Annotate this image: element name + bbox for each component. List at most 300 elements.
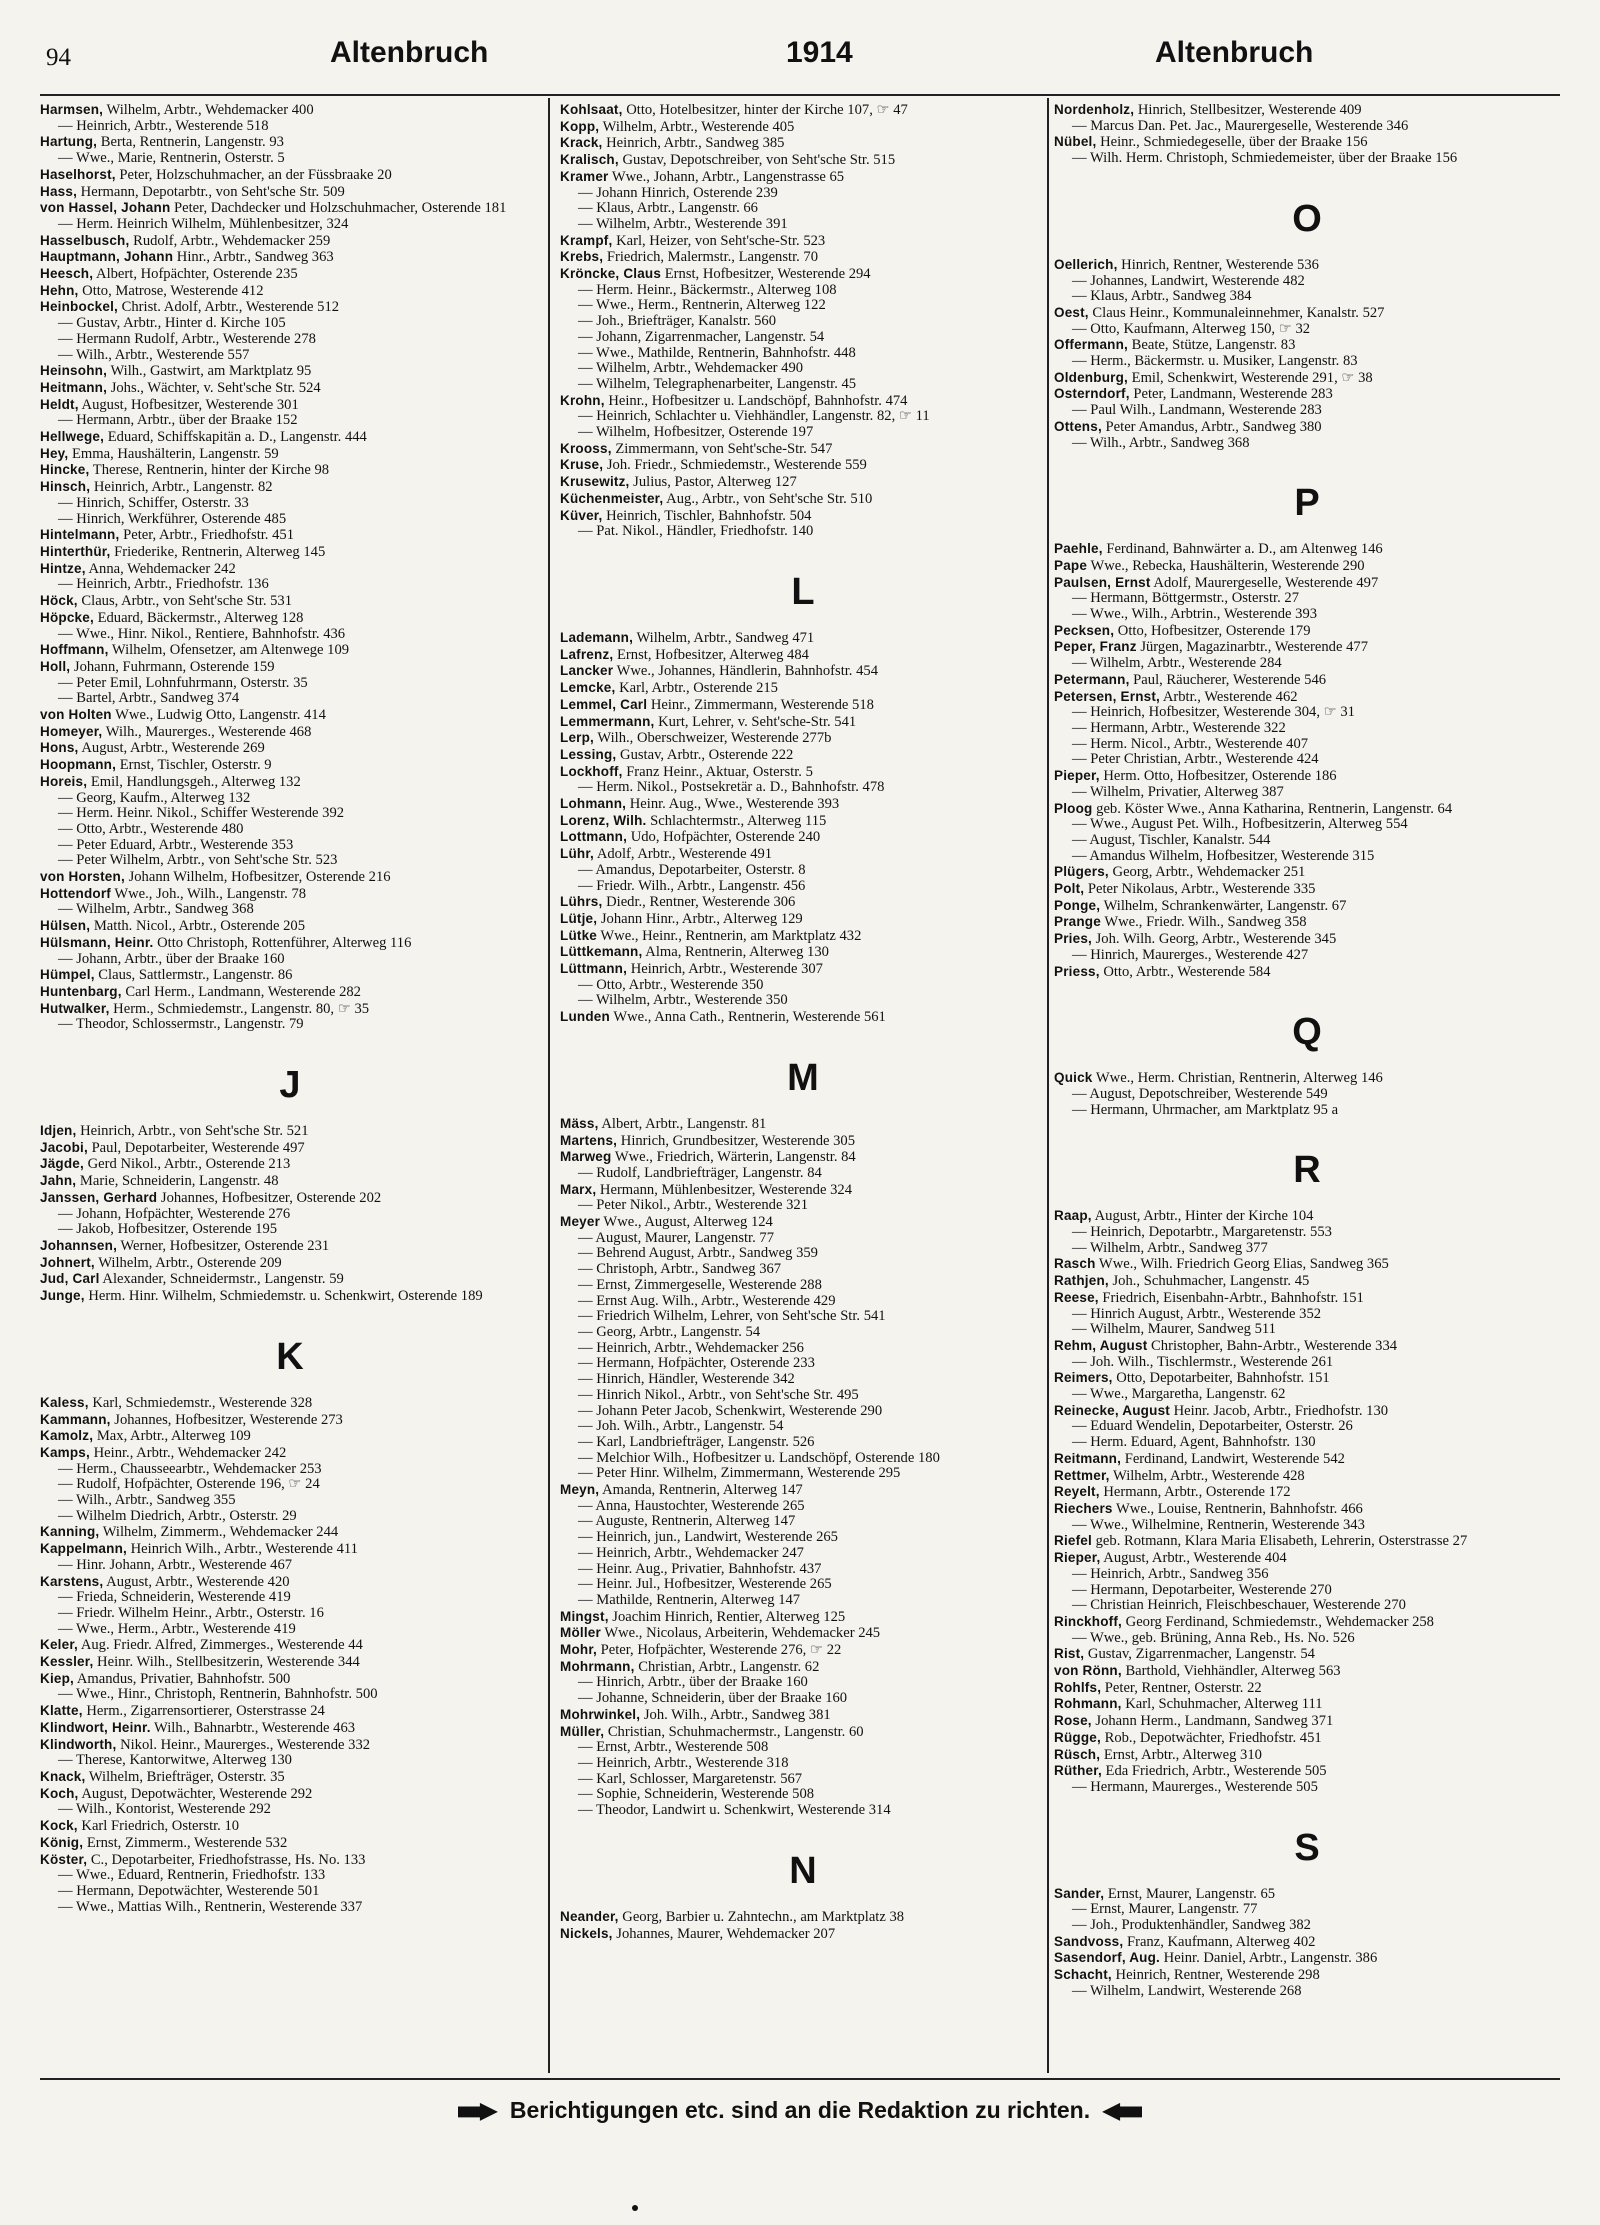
entry-details: Peter, Holzschuhmacher, an der Füssbraake 20 <box>115 166 392 183</box>
entry-surname: Kanning, <box>40 1524 100 1540</box>
sub-entry: — Wwe., Hinr. Nikol., Rentiere, Bahnhofstr. 436 <box>58 625 346 642</box>
directory-entry <box>560 1214 1046 1231</box>
sub-entry: — Hinrich, Arbtr., über der Braake 160 <box>578 1674 808 1691</box>
directory-entry <box>1054 558 1560 575</box>
entry-details: Herm. Otto, Hofbesitzer, Osterende 186 <box>1099 768 1337 785</box>
entry-details: Arbtr., Westerende 462 <box>1160 688 1298 705</box>
directory-entry <box>560 894 1046 911</box>
section-letter: R <box>1293 1149 1321 1192</box>
entry-surname: Kamps, <box>40 1444 90 1460</box>
entry-details: Wwe., Johann, Arbtr., Langenstrasse 65 <box>608 168 845 185</box>
directory-entry <box>560 135 1046 152</box>
entry-details: Franz Heinr., Aktuar, Osterstr. 5 <box>622 763 813 780</box>
entry-details: Karl, Schmiedemstr., Westerende 328 <box>88 1394 313 1411</box>
entry-surname: Mohrwinkel, <box>560 1706 641 1722</box>
directory-entry <box>40 184 540 201</box>
sub-entry: — Melchior Wilh., Hofbesitzer u. Landschöpf, Osterende 180 <box>578 1449 940 1466</box>
sub-entry: — Heinrich, Arbtr., Wehdemacker 247 <box>578 1544 804 1561</box>
entry-details: Heinr. Wilh., Stellbesitzerin, Westerende 344 <box>93 1654 360 1671</box>
directory-entry <box>1054 1550 1560 1567</box>
directory-entry <box>1054 1696 1560 1713</box>
entry-surname: Meyer <box>560 1214 601 1230</box>
entry-surname: Keler, <box>40 1637 78 1653</box>
entry-details: Ferdinand, Bahnwärter a. D., am Altenweg 146 <box>1102 541 1383 558</box>
entry-details: August, Depotwächter, Westerende 292 <box>78 1785 313 1802</box>
directory-entry <box>40 1524 540 1541</box>
directory-entry <box>40 642 540 659</box>
sub-entry: — Klaus, Arbtr., Sandweg 384 <box>1072 288 1252 305</box>
entry-details: Emma, Haushälterin, Langenstr. 59 <box>68 445 279 462</box>
entry-surname: Nordenholz, <box>1054 102 1135 117</box>
entry-surname: Rüther, <box>1054 1763 1102 1779</box>
directory-entry <box>1054 864 1560 881</box>
sub-entry: — Ernst Aug. Wilh., Arbtr., Westerende 429 <box>578 1292 836 1309</box>
directory-entry <box>40 1786 540 1803</box>
directory-entry <box>40 869 540 886</box>
entry-surname: Plügers, <box>1054 864 1109 880</box>
entry-details: August, Arbtr., Hinter der Kirche 104 <box>1091 1208 1314 1225</box>
section-letter: Q <box>1292 1011 1322 1054</box>
directory-entry <box>1054 1713 1560 1730</box>
entry-surname: Meyn, <box>560 1482 600 1498</box>
entry-details: Wilhelm, Schrankenwärter, Langenstr. 67 <box>1100 897 1347 914</box>
page-number: 94 <box>46 44 71 71</box>
entry-surname: Kappelmann, <box>40 1541 127 1557</box>
entry-details: Wwe., Friedrich, Wärterin, Langenstr. 84 <box>611 1149 856 1166</box>
entry-details: Claus Heinr., Kommunaleinnehmer, Kanalstr. 527 <box>1088 304 1385 321</box>
entry-details: Johann Hinr., Arbtr., Alterweg 129 <box>597 910 803 927</box>
directory-entry <box>560 1707 1046 1724</box>
directory-entry <box>560 697 1046 714</box>
entry-details: Joh. Wilh., Arbtr., Sandweg 381 <box>640 1706 831 1723</box>
running-head-left: Altenbruch <box>330 36 489 69</box>
entry-details: Peter, Hofpächter, Westerende 276, ☞ 22 <box>597 1642 842 1659</box>
directory-entry <box>560 1659 1046 1676</box>
entry-details: Wilhelm, Arbtr., Sandweg 471 <box>633 629 815 646</box>
sub-entry: — Herm., Bäckermstr. u. Musiker, Langenstr. 83 <box>1072 353 1358 370</box>
directory-entry <box>40 1835 540 1852</box>
sub-entry: — Wilh., Arbtr., Sandweg 355 <box>58 1492 236 1509</box>
sub-entry: — Hinrich, Schiffer, Osterstr. 33 <box>58 494 249 511</box>
directory-entry <box>560 169 1046 186</box>
entry-details: Johannes, Hofbesitzer, Osterende 202 <box>157 1189 382 1206</box>
entry-surname: Johannsen, <box>40 1238 118 1253</box>
entry-details: Johannes, Maurer, Wehdemacker 207 <box>612 1925 836 1942</box>
entry-surname: Hincke, <box>40 462 90 478</box>
directory-entry <box>1054 102 1560 119</box>
directory-entry <box>560 102 1046 119</box>
sub-entry: — Anna, Haustochter, Westerende 265 <box>578 1497 805 1514</box>
sub-entry: — Hermann, Arbtr., Westerende 322 <box>1072 719 1286 736</box>
sub-entry: — Wwe., Eduard, Rentnerin, Friedhofstr. 133 <box>58 1867 326 1884</box>
entry-details: Johann Wilhelm, Hofbesitzer, Osterende 216 <box>124 869 391 886</box>
entry-surname: Mohr, <box>560 1642 597 1658</box>
directory-entry <box>40 1255 540 1272</box>
entry-details: Schlachtermstr., Alterweg 115 <box>646 812 827 829</box>
entry-surname: Heitmann, <box>40 379 108 395</box>
entry-details: Wilh., Oberschweizer, Westerende 277b <box>594 730 832 747</box>
sub-entry: — Christian Heinrich, Fleischbeschauer, Westerende 270 <box>1072 1597 1406 1614</box>
sub-entry: — Hinrich, Händler, Westerende 342 <box>578 1371 795 1388</box>
entry-surname: Petersen, Ernst, <box>1054 688 1160 704</box>
entry-surname: Kamolz, <box>40 1428 94 1444</box>
entry-details: Georg, Barbier u. Zahntechn., am Marktplatz 38 <box>618 1908 905 1925</box>
entry-surname: Peper, Franz <box>1054 639 1137 655</box>
sub-entry: — Joh. Wilh., Arbtr., Langenstr. 54 <box>578 1418 784 1435</box>
directory-entry <box>40 1445 540 1462</box>
entry-surname: Karstens, <box>40 1573 104 1589</box>
entry-surname: Lührs, <box>560 894 603 910</box>
directory-entry <box>560 1133 1046 1150</box>
entry-details: Nikol. Heinr., Maurerges., Westerende 332 <box>116 1736 371 1753</box>
entry-details: Eda Friedrich, Arbtr., Westerende 505 <box>1101 1763 1327 1780</box>
entry-surname: Prange <box>1054 914 1101 930</box>
entry-details: Wwe., Anna Cath., Rentnerin, Westerende 561 <box>609 1009 886 1026</box>
sub-entry: — Pat. Nikol., Händler, Friedhofstr. 140 <box>578 523 814 540</box>
directory-entry <box>560 457 1046 474</box>
entry-surname: Lorenz, Wilh. <box>560 812 647 828</box>
entry-details: Eduard, Bäckermstr., Alterweg 128 <box>93 609 304 626</box>
sub-entry: — Johann, Zigarrenmacher, Langenstr. 54 <box>578 328 825 345</box>
directory-entry <box>1054 386 1560 403</box>
directory-column-3 <box>1054 102 1560 2067</box>
directory-entry <box>1054 1501 1560 1518</box>
entry-surname: Riechers <box>1054 1501 1113 1516</box>
sub-entry: — Heinrich, Arbtr., Westerende 318 <box>578 1754 789 1771</box>
entry-details: Herm., Zigarrensortierer, Osterstrasse 24 <box>82 1703 325 1720</box>
sub-entry: — Hinrich Nikol., Arbtr., von Seht'sche Str. 495 <box>578 1386 859 1403</box>
entry-surname: Krampf, <box>560 232 613 248</box>
sub-entry: — Mathilde, Rentnerin, Alterweg 147 <box>578 1591 801 1608</box>
entry-surname: Mäss, <box>560 1115 599 1131</box>
footer-notice <box>0 2097 1600 2124</box>
directory-entry <box>40 1818 540 1835</box>
entry-details: Gustav, Arbtr., Osterende 222 <box>616 746 794 763</box>
entry-surname: Hauptmann, Johann <box>40 249 174 265</box>
section-letter: L <box>791 570 815 613</box>
directory-entry <box>1054 881 1560 898</box>
entry-details: Wilh., Bahnarbtr., Westerende 463 <box>150 1719 356 1736</box>
directory-entry <box>560 647 1046 664</box>
sub-entry: — Peter Wilhelm, Arbtr., von Seht'sche Str. 523 <box>58 852 338 869</box>
entry-surname: Reimers, <box>1054 1370 1113 1386</box>
sub-entry: — Wilh., Kontorist, Westerende 292 <box>58 1801 271 1818</box>
entry-surname: Nübel, <box>1054 134 1097 150</box>
sub-entry: — Theodor, Landwirt u. Schenkwirt, Westerende 314 <box>578 1802 891 1819</box>
directory-entry <box>40 1737 540 1754</box>
directory-entry <box>560 829 1046 846</box>
directory-entry <box>560 393 1046 410</box>
section-letter: J <box>279 1064 301 1107</box>
entry-details: August, Hofbesitzer, Westerende 301 <box>78 396 299 413</box>
entry-details: Berta, Rentnerin, Langenstr. 93 <box>97 134 284 151</box>
section-letter: M <box>787 1056 819 1099</box>
entry-surname: Reitmann, <box>1054 1450 1122 1466</box>
entry-surname: Sandvoss, <box>1054 1933 1124 1949</box>
sub-entry: — Amandus Wilhelm, Hofbesitzer, Westerende 315 <box>1072 847 1375 864</box>
entry-surname: Oest, <box>1054 304 1089 320</box>
sub-entry: — Heinrich, Depotarbtr., Margaretenstr. 553 <box>1072 1224 1332 1241</box>
directory-entry <box>40 1428 540 1445</box>
directory-entry <box>560 1909 1046 1926</box>
sub-entry: — Ernst, Maurer, Langenstr. 77 <box>1072 1901 1258 1918</box>
entry-details: Heinr., Schmiedegeselle, über der Braake 156 <box>1096 134 1368 151</box>
entry-details: Heinrich, Arbtr., Langenstr. 82 <box>90 479 273 496</box>
sub-entry: — Heinr. Jul., Hofbesitzer, Westerende 265 <box>578 1576 832 1593</box>
entry-surname: Hartung, <box>40 134 98 150</box>
sub-entry: — Bartel, Arbtr., Sandweg 374 <box>58 690 240 707</box>
entry-surname: Pieper, <box>1054 768 1100 784</box>
entry-details: Wilhelm, Zimmerm., Wehdemacker 244 <box>99 1524 339 1541</box>
footer-text: Berichtigungen etc. sind an die Redaktion zu richten. <box>509 2097 1091 2123</box>
directory-entry <box>1054 931 1560 948</box>
entry-surname: Krohn, <box>560 392 605 408</box>
directory-entry <box>1054 1070 1560 1087</box>
sub-entry: — Rudolf, Landbriefträger, Langenstr. 84 <box>578 1164 822 1181</box>
directory-entry <box>1054 1403 1560 1420</box>
entry-details: Joh. Friedr., Schmiedemstr., Westerende 559 <box>603 457 867 474</box>
directory-entry <box>560 119 1046 136</box>
pointing-hand-icon <box>458 2103 498 2121</box>
entry-details: August, Arbtr., Westerende 420 <box>103 1573 290 1590</box>
entry-surname: Mingst, <box>560 1608 609 1624</box>
sub-entry: — Johann, Hofpächter, Westerende 276 <box>58 1205 291 1222</box>
directory-entry <box>560 961 1046 978</box>
entry-surname: Krooss, <box>560 440 612 456</box>
directory-entry <box>40 1001 540 1018</box>
entry-surname: Janssen, Gerhard <box>40 1189 158 1205</box>
entry-surname: Kralisch, <box>560 152 619 168</box>
sub-entry: — Wwe., Herm., Arbtr., Westerende 419 <box>58 1620 296 1637</box>
directory-column-2 <box>560 102 1046 2067</box>
sub-entry: — Johann, Arbtr., über der Braake 160 <box>58 950 285 967</box>
running-head-year: 1914 <box>786 36 853 69</box>
directory-entry <box>1054 1886 1560 1903</box>
entry-surname: Hoffmann, <box>40 642 109 658</box>
entry-surname: Lessing, <box>560 746 617 762</box>
entry-details: Wwe., Johannes, Händlerin, Bahnhofstr. 454 <box>613 663 878 680</box>
sub-entry: — Wwe., Hinr., Christoph, Rentnerin, Bahnhofstr. 500 <box>58 1686 378 1703</box>
entry-details: Wwe., Friedr. Wilh., Sandweg 358 <box>1100 914 1307 931</box>
entry-surname: Marweg <box>560 1149 612 1165</box>
directory-entry <box>1054 1256 1560 1273</box>
sub-entry: — Frieda, Schneiderin, Westerende 419 <box>58 1589 291 1606</box>
entry-details: Ernst, Maurer, Langenstr. 65 <box>1104 1885 1276 1902</box>
sub-entry: — Johanne, Schneiderin, über der Braake 160 <box>578 1690 848 1707</box>
entry-surname: Kammann, <box>40 1411 111 1427</box>
sub-entry: — Eduard Wendelin, Depotarbeiter, Osterstr. 26 <box>1072 1418 1353 1435</box>
entry-surname: Rathjen, <box>1054 1273 1109 1289</box>
entry-surname: Quick <box>1054 1070 1093 1086</box>
directory-entry <box>1054 1484 1560 1501</box>
directory-entry <box>40 1123 540 1140</box>
entry-surname: Lemmermann, <box>560 713 655 729</box>
sub-entry: — Amandus, Depotarbeiter, Osterstr. 8 <box>578 861 806 878</box>
entry-surname: Knack, <box>40 1768 86 1784</box>
entry-surname: Heesch, <box>40 266 94 282</box>
section-letter: K <box>276 1335 304 1378</box>
entry-details: Heinrich, Tischler, Bahnhofstr. 504 <box>602 507 812 524</box>
entry-surname: Hutwalker, <box>40 1000 110 1016</box>
column-divider <box>548 98 550 2073</box>
entry-surname: Jacobi, <box>40 1139 88 1155</box>
entry-surname: Kohlsaat, <box>560 102 623 117</box>
entry-surname: Mohrmann, <box>560 1658 635 1674</box>
entry-details: August, Arbtr., Westerende 404 <box>1100 1550 1287 1567</box>
sub-entry: — Otto, Arbtr., Westerende 350 <box>578 976 764 993</box>
directory-entry <box>40 918 540 935</box>
sub-entry: — August, Depotschreiber, Westerende 549 <box>1072 1085 1328 1102</box>
entry-details: Wilhelm, Arbtr., Westerende 428 <box>1109 1467 1305 1484</box>
directory-entry <box>40 1574 540 1591</box>
entry-details: Heinr. Jacob, Arbtr., Friedhofstr. 130 <box>1169 1402 1389 1419</box>
directory-entry <box>40 886 540 903</box>
directory-entry <box>1054 305 1560 322</box>
directory-entry <box>40 740 540 757</box>
sub-entry: — Joh., Produktenhändler, Sandweg 382 <box>1072 1917 1311 1934</box>
directory-entry <box>40 1852 540 1869</box>
sub-entry: — Hermann, Depotarbeiter, Westerende 270 <box>1072 1581 1332 1598</box>
entry-surname: Küchenmeister, <box>560 490 664 506</box>
entry-details: Therese, Rentnerin, hinter der Kirche 98 <box>89 462 330 479</box>
entry-surname: Lunden <box>560 1009 610 1025</box>
entry-details: Rob., Depotwächter, Friedhofstr. 451 <box>1100 1729 1322 1746</box>
sub-entry: — Georg, Arbtr., Langenstr. 54 <box>578 1324 761 1340</box>
entry-details: Wilhelm, Arbtr., Wehdemacker 400 <box>103 102 314 118</box>
entry-details: Wwe., Rebecka, Haushälterin, Westerende 290 <box>1087 557 1365 574</box>
entry-details: Ernst, Arbtr., Alterweg 310 <box>1100 1746 1262 1763</box>
entry-surname: König, <box>40 1834 84 1850</box>
column-divider <box>1047 98 1049 2073</box>
entry-details: Ernst, Hofbesitzer, Alterweg 484 <box>613 646 809 663</box>
directory-entry <box>1054 1468 1560 1485</box>
entry-details: Otto, Hofbesitzer, Osterende 179 <box>1114 622 1311 639</box>
sub-entry: — Wilhelm, Arbtr., Sandweg 377 <box>1072 1239 1268 1256</box>
directory-entry <box>40 1271 540 1288</box>
entry-surname: Hey, <box>40 445 69 461</box>
directory-entry <box>40 1637 540 1654</box>
sub-entry: — Wilhelm, Arbtr., Westerende 391 <box>578 215 788 232</box>
sub-entry: — Wilhelm, Arbtr., Westerende 350 <box>578 992 788 1009</box>
directory-entry <box>40 102 540 119</box>
entry-surname: Lühr, <box>560 846 594 862</box>
sub-entry: — Georg, Kaufm., Alterweg 132 <box>58 789 251 806</box>
entry-details: Heinr., Arbtr., Wehdemacker 242 <box>89 1444 287 1461</box>
entry-details: Karl Friedrich, Osterstr. 10 <box>77 1818 240 1835</box>
directory-column-1 <box>40 102 540 2067</box>
entry-surname: Rettmer, <box>1054 1467 1110 1483</box>
directory-entry <box>1054 1614 1560 1631</box>
entry-surname: Lancker <box>560 663 614 679</box>
sub-entry: — Heinrich, jun., Landwirt, Westerende 265 <box>578 1529 838 1546</box>
directory-entry <box>40 724 540 741</box>
sub-entry: — Peter Nikol., Arbtr., Westerende 321 <box>578 1197 808 1214</box>
directory-entry <box>1054 1646 1560 1663</box>
entry-surname: Polt, <box>1054 881 1085 897</box>
directory-entry <box>40 935 540 952</box>
directory-entry <box>1054 1290 1560 1307</box>
entry-details: Claus, Arbtr., von Seht'sche Str. 531 <box>77 593 293 610</box>
entry-details: Johann, Fuhrmann, Osterende 159 <box>70 658 275 675</box>
entry-details: Gerd Nikol., Arbtr., Osterende 213 <box>83 1156 291 1173</box>
directory-entry <box>40 757 540 774</box>
entry-details: Alma, Rentnerin, Alterweg 130 <box>642 944 829 961</box>
entry-surname: Rose, <box>1054 1713 1092 1729</box>
entry-details: Friederike, Rentnerin, Alterweg 145 <box>110 543 326 560</box>
entry-details: Wwe., Joh., Wilh., Langenstr. 78 <box>110 885 307 902</box>
entry-details: Wilhelm, Briefträger, Osterstr. 35 <box>85 1768 285 1785</box>
directory-entry <box>40 593 540 610</box>
entry-surname: von Holten <box>40 707 112 723</box>
sub-entry: — Jakob, Hofbesitzer, Osterende 195 <box>58 1221 278 1238</box>
page-header <box>40 36 1560 86</box>
sub-entry: — Wwe., Wilh., Arbtrin., Westerende 393 <box>1072 606 1318 623</box>
entry-details: C., Depotarbeiter, Friedhofstrasse, Hs. No. 133 <box>87 1851 366 1868</box>
pointing-hand-icon <box>1102 2103 1142 2121</box>
directory-entry <box>40 1671 540 1688</box>
sub-entry: — Peter Eduard, Arbtr., Westerende 353 <box>58 836 294 853</box>
entry-details: Alexander, Schneidermstr., Langenstr. 59 <box>99 1271 344 1288</box>
directory-entry <box>560 233 1046 250</box>
entry-surname: Idjen, <box>40 1123 77 1139</box>
entry-surname: Klindworth, <box>40 1736 117 1752</box>
sub-entry: — Hermann, Uhrmacher, am Marktplatz 95 a <box>1072 1101 1339 1118</box>
entry-details: Peter, Rentner, Osterstr. 22 <box>1101 1679 1262 1696</box>
sub-entry: — Paul Wilh., Landmann, Westerende 283 <box>1072 402 1322 419</box>
directory-entry <box>40 610 540 627</box>
directory-entry <box>40 233 540 250</box>
entry-surname: Möller <box>560 1625 601 1641</box>
sub-entry: — Karl, Landbriefträger, Langenstr. 526 <box>578 1433 815 1450</box>
entry-surname: Heinbockel, <box>40 299 118 315</box>
entry-surname: Junge, <box>40 1288 85 1304</box>
directory-entry <box>40 200 540 217</box>
entry-surname: Hottendorf <box>40 885 111 901</box>
sub-entry: — Joh., Briefträger, Kanalstr. 560 <box>578 313 777 330</box>
directory-entry <box>560 508 1046 525</box>
entry-details: Heinrich, Arbtr., Westerende 307 <box>627 961 823 978</box>
entry-details: Otto, Depotarbeiter, Bahnhofstr. 151 <box>1112 1370 1330 1387</box>
sub-entry: — Johann Hinrich, Osterende 239 <box>578 184 778 201</box>
entry-details: Diedr., Rentner, Westerende 306 <box>602 894 796 911</box>
entry-surname: Rohlfs, <box>1054 1679 1102 1695</box>
directory-entry <box>560 730 1046 747</box>
sub-entry: — Wilh. Herm. Christoph, Schmiedemeister, über der Braake 156 <box>1072 150 1458 167</box>
directory-entry <box>1054 623 1560 640</box>
entry-surname: Harmsen, <box>40 102 104 117</box>
entry-surname: Klatte, <box>40 1703 83 1719</box>
entry-surname: Hoopmann, <box>40 757 117 773</box>
entry-details: Karl, Heizer, von Seht'sche-Str. 523 <box>612 232 826 249</box>
footer-rule <box>40 2078 1560 2080</box>
sub-entry: — Johannes, Landwirt, Westerende 482 <box>1072 272 1305 289</box>
sub-entry: — Herm. Eduard, Agent, Bahnhofstr. 130 <box>1072 1434 1316 1451</box>
entry-surname: Martens, <box>560 1132 618 1148</box>
entry-details: Friedrich, Malermstr., Langenstr. 70 <box>603 249 819 266</box>
entry-surname: Küver, <box>560 507 603 523</box>
directory-entry <box>560 663 1046 680</box>
entry-surname: Hasselbusch, <box>40 232 130 248</box>
sub-entry: — Herm. Nicol., Arbtr., Westerende 407 <box>1072 735 1309 752</box>
directory-entry <box>1054 1338 1560 1355</box>
entry-surname: Pecksen, <box>1054 622 1115 638</box>
directory-entry <box>1054 964 1560 981</box>
directory-entry <box>1054 1680 1560 1697</box>
entry-details: Joh. Wilh. Georg, Arbtr., Westerende 345 <box>1091 931 1337 948</box>
sub-entry: — Wwe., Wilhelmine, Rentnerin, Westerende 343 <box>1072 1516 1365 1533</box>
sub-entry: — Marcus Dan. Pet. Jac., Maurergeselle, Westerende 346 <box>1072 117 1409 134</box>
sub-entry: — Wwe., geb. Brüning, Anna Reb., Hs. No. 526 <box>1072 1629 1355 1646</box>
